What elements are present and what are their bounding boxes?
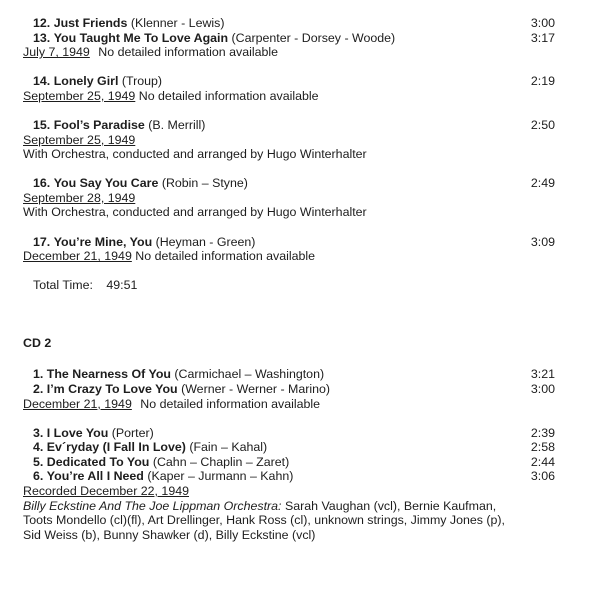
- track-row: [23, 176, 555, 191]
- track-title: Lonely Girl: [53, 74, 119, 89]
- session-note: No detailed information available: [135, 249, 316, 264]
- track-row: [23, 31, 555, 46]
- track-number: 12.: [33, 16, 51, 30]
- session-note: No detailed information available: [98, 45, 279, 60]
- track-composers: (Heyman - Green): [155, 234, 256, 249]
- track-title: The Nearness Of You: [46, 367, 171, 382]
- personnel-line: Toots Mondello (cl)(fl), Art Drellinger, Hank Ross (cl), unknown strings, Jimmy Jones (p),: [23, 513, 505, 528]
- track-composers: (Kaper – Jurmann – Kahn): [147, 469, 294, 484]
- track-row: [23, 235, 555, 250]
- track-composers: (Klenner - Lewis): [130, 16, 225, 30]
- track-duration: 2:58: [530, 440, 555, 455]
- track-number: 16.: [33, 176, 51, 191]
- session-date: September 25, 1949: [23, 132, 136, 147]
- track-composers: (B. Merrill): [148, 117, 206, 132]
- track-row: [23, 16, 555, 31]
- track-title: Just Friends: [53, 16, 128, 30]
- track-duration: 3:09: [530, 234, 555, 249]
- track-row: [23, 118, 555, 133]
- track-number: 4.: [33, 440, 44, 455]
- track-composers: (Troup): [121, 74, 163, 89]
- session-date-row: [23, 89, 555, 104]
- track-title: I’m Crazy To Love You: [46, 382, 178, 396]
- track-row: [23, 469, 555, 484]
- total-time-row: [23, 278, 555, 293]
- personnel-row: [23, 513, 555, 528]
- session-group: [23, 16, 555, 60]
- track-row: [23, 382, 555, 397]
- session-group: [23, 367, 555, 411]
- track-duration: 3:00: [530, 16, 555, 30]
- orchestra-note: With Orchestra, conducted and arranged by Hugo Winterhalter: [23, 147, 367, 162]
- track-number: 2.: [33, 382, 44, 396]
- session-date: December 21, 1949: [23, 396, 132, 411]
- session-date-row: [23, 397, 555, 412]
- track-row: [23, 367, 555, 382]
- track-composers: (Fain – Kahal): [189, 440, 268, 455]
- track-duration: 3:17: [530, 30, 555, 45]
- personnel-orchestra-intro: Billy Eckstine And The Joe Lippman Orchestra:: [23, 498, 282, 513]
- track-number: 15.: [33, 117, 51, 132]
- personnel-row: [23, 499, 555, 514]
- track-row: [23, 440, 555, 455]
- track-number: 13.: [33, 30, 51, 45]
- track-row: [23, 74, 555, 89]
- track-title: Fool’s Paradise: [53, 117, 145, 132]
- track-number: 17.: [33, 234, 51, 249]
- track-duration: 2:44: [530, 454, 555, 469]
- track-title: You’re All I Need: [46, 469, 144, 484]
- track-row: [23, 426, 555, 441]
- session-group: [23, 176, 555, 220]
- track-duration: 3:06: [530, 469, 555, 484]
- track-title: I Love You: [46, 425, 109, 440]
- track-number: 6.: [33, 469, 44, 484]
- track-title: You Taught Me To Love Again: [53, 30, 229, 45]
- track-duration: 3:00: [530, 382, 555, 396]
- track-composers: (Carpenter - Dorsey - Woode): [231, 30, 396, 45]
- track-duration: 3:21: [530, 367, 555, 382]
- session-date: December 21, 1949: [23, 249, 132, 264]
- track-duration: 2:49: [530, 176, 555, 191]
- track-composers: (Robin – Styne): [161, 176, 248, 191]
- track-number: 14.: [33, 74, 51, 89]
- session-group: [23, 235, 555, 264]
- cd2-heading-row: [23, 336, 555, 351]
- session-note: No detailed information available: [140, 396, 321, 411]
- personnel-row: [23, 528, 555, 543]
- orchestra-note-row: [23, 205, 555, 220]
- personnel-line: Sarah Vaughan (vcl), Bernie Kaufman,: [284, 498, 497, 513]
- total-time-value: 49:51: [106, 278, 138, 293]
- session-group: [23, 426, 555, 543]
- total-time-label: Total Time:: [33, 278, 93, 293]
- track-number: 5.: [33, 454, 44, 469]
- track-composers: (Cahn – Chaplin – Zaret): [152, 454, 290, 469]
- session-date-row: [23, 45, 555, 60]
- track-title: You’re Mine, You: [53, 234, 153, 249]
- recording-date: Recorded December 22, 1949: [23, 484, 189, 499]
- track-duration: 2:50: [530, 117, 555, 132]
- cd2-heading: CD 2: [23, 335, 52, 350]
- track-composers: (Werner - Werner - Marino): [181, 382, 331, 396]
- session-date: July 7, 1949: [23, 45, 90, 60]
- track-composers: (Porter): [111, 425, 154, 440]
- personnel-line: Sid Weiss (b), Bunny Shawker (d), Billy Eckstine (vcl): [23, 527, 316, 542]
- track-number: 1.: [33, 367, 44, 382]
- session-date-row: [23, 249, 555, 264]
- track-number: 3.: [33, 425, 44, 440]
- track-title: Dedicated To You: [46, 454, 150, 469]
- track-title: You Say You Care: [53, 176, 159, 191]
- session-group: [23, 74, 555, 103]
- track-row: [23, 455, 555, 470]
- track-duration: 2:19: [530, 74, 555, 89]
- session-date-row: [23, 191, 555, 206]
- track-duration: 2:39: [530, 425, 555, 440]
- session-date: September 28, 1949: [23, 190, 136, 205]
- session-date-row: [23, 133, 555, 148]
- session-group: [23, 118, 555, 162]
- orchestra-note-row: [23, 147, 555, 162]
- track-title: Ev´ryday (I Fall In Love): [46, 440, 186, 455]
- recording-date-row: [23, 484, 555, 499]
- session-note: No detailed information available: [138, 88, 319, 103]
- track-composers: (Carmichael – Washington): [174, 367, 325, 382]
- session-date: September 25, 1949: [23, 88, 136, 103]
- orchestra-note: With Orchestra, conducted and arranged by Hugo Winterhalter: [23, 205, 367, 220]
